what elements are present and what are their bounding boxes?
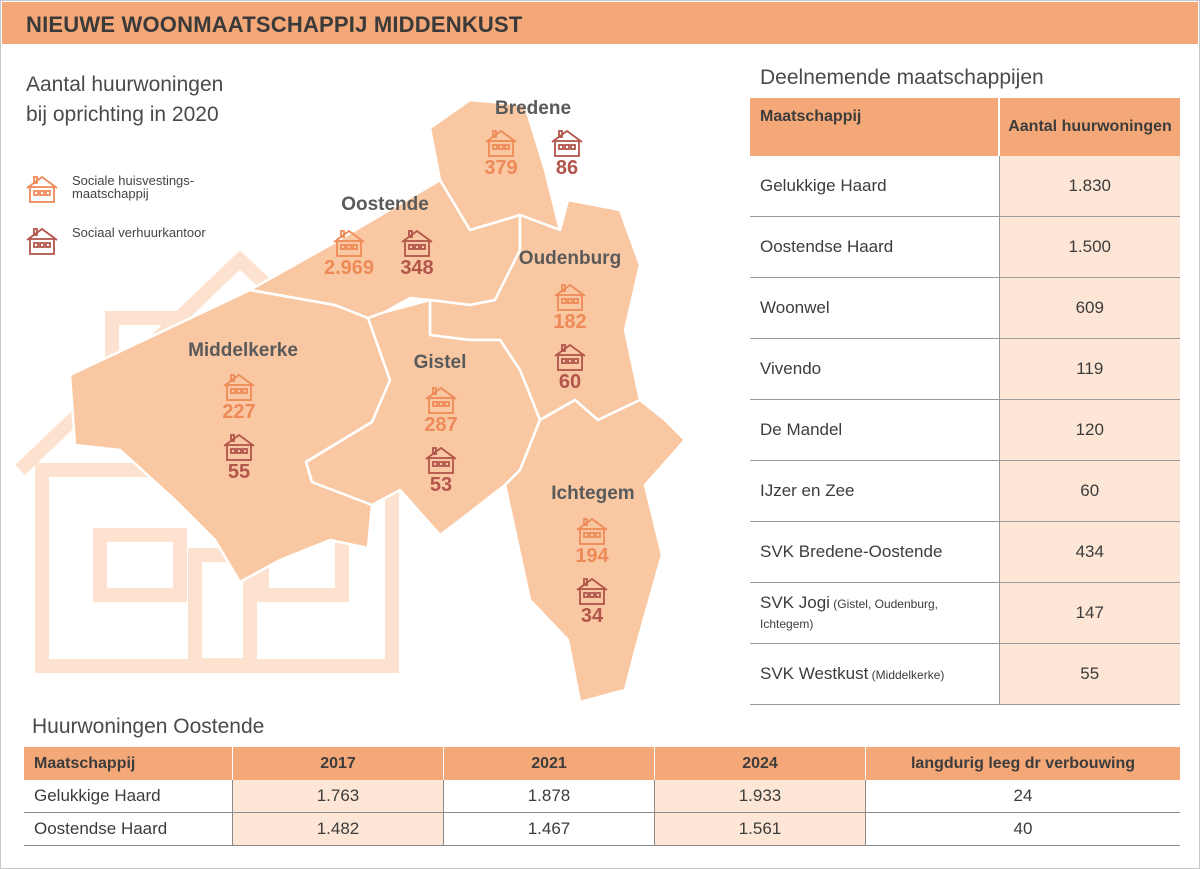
company-note: (Gistel, Oudenburg, Ichtegem) bbox=[760, 597, 938, 631]
bredene-svk-count: 86 bbox=[555, 157, 579, 179]
municipality-label: Oudenburg bbox=[518, 248, 622, 269]
municipality-label: Bredene bbox=[494, 98, 572, 119]
oostende-2021: 1.878 bbox=[444, 780, 655, 813]
participants-header-count: Aantal huurwoningen bbox=[999, 98, 1180, 156]
participants-company bbox=[750, 156, 999, 217]
municipality-name-bredene bbox=[453, 98, 613, 120]
oostende-row bbox=[24, 813, 1180, 846]
header-bar bbox=[2, 2, 1198, 44]
map-subtitle bbox=[26, 70, 326, 130]
house-icon bbox=[221, 432, 257, 462]
house-icon bbox=[331, 228, 367, 258]
house-icon bbox=[24, 174, 60, 204]
municipality-name-gistel bbox=[360, 352, 520, 374]
house-icon bbox=[552, 282, 588, 312]
oostende-2017: 1.482 bbox=[233, 813, 444, 846]
ichtegem-social-count: 194 bbox=[575, 545, 609, 567]
participants-row bbox=[750, 278, 1180, 339]
gistel-svk-count: 53 bbox=[429, 474, 453, 496]
participants-row bbox=[750, 583, 1180, 644]
participants-company bbox=[750, 278, 999, 339]
participants-row bbox=[750, 522, 1180, 583]
oostende-company: Oostendse Haard bbox=[24, 813, 233, 846]
oostende-2017: 1.763 bbox=[233, 780, 444, 813]
oostende-2024: 1.561 bbox=[655, 813, 866, 846]
municipality-name-oostende bbox=[305, 194, 465, 216]
participants-row bbox=[750, 339, 1180, 400]
oostende-header-vacant: langdurig leeg dr verbouwing bbox=[866, 747, 1181, 780]
municipality-label: Oostende bbox=[341, 194, 429, 215]
house-icon bbox=[423, 385, 459, 415]
oostende-table bbox=[24, 747, 1180, 846]
participants-company bbox=[750, 583, 999, 644]
oostende-header-2021: 2021 bbox=[444, 747, 655, 780]
page-title: NIEUWE WOONMAATSCHAPPIJ MIDDENKUST bbox=[26, 12, 523, 37]
gistel-social-count: 287 bbox=[424, 414, 458, 436]
participants-count: 434 bbox=[999, 522, 1180, 583]
participants-header-company: Maatschappij bbox=[750, 98, 999, 156]
oostende-title: Huurwoningen Oostende bbox=[32, 715, 265, 738]
house-icon bbox=[423, 445, 459, 475]
company-name: Vivendo bbox=[760, 359, 822, 378]
participants-count: 60 bbox=[999, 461, 1180, 522]
house-icon bbox=[574, 516, 610, 546]
oostende-row bbox=[24, 780, 1180, 813]
legend-label-social: Sociale huisvestings-maatschappij bbox=[72, 173, 195, 201]
participants-company bbox=[750, 461, 999, 522]
oostende-company: Gelukkige Haard bbox=[24, 780, 233, 813]
company-name: SVK Bredene-Oostende bbox=[760, 542, 943, 561]
oostende-2021: 1.467 bbox=[444, 813, 655, 846]
company-name: Oostendse Haard bbox=[760, 237, 894, 256]
house-icon bbox=[221, 372, 257, 402]
oostende-header-company: Maatschappij bbox=[24, 747, 233, 780]
oostende-header-2024: 2024 bbox=[655, 747, 866, 780]
municipality-name-oudenburg bbox=[490, 248, 650, 270]
house-icon bbox=[574, 576, 610, 606]
map-subtitle-line1: Aantal huurwoningen bbox=[26, 73, 224, 96]
municipality-name-ichtegem bbox=[513, 483, 673, 505]
legend-item-svk bbox=[24, 226, 242, 256]
participants-count: 119 bbox=[999, 339, 1180, 400]
house-icon bbox=[552, 342, 588, 372]
participants-title: Deelnemende maatschappijen bbox=[760, 66, 1044, 89]
company-name: SVK Westkust bbox=[760, 664, 869, 683]
participants-row bbox=[750, 461, 1180, 522]
municipality-label: Middelkerke bbox=[188, 340, 298, 361]
legend-label-svk: Sociaal verhuurkantoor bbox=[72, 225, 206, 240]
house-icon bbox=[483, 128, 519, 158]
participants-company bbox=[750, 217, 999, 278]
oostende-2024: 1.933 bbox=[655, 780, 866, 813]
company-name: De Mandel bbox=[760, 420, 843, 439]
participants-row bbox=[750, 400, 1180, 461]
oudenburg-svk-count: 60 bbox=[558, 371, 582, 393]
oostende-social-count: 2.969 bbox=[323, 257, 375, 279]
participants-header-row bbox=[750, 98, 1180, 156]
oostende-svk-count: 348 bbox=[400, 257, 434, 279]
house-icon bbox=[549, 128, 585, 158]
oostende-header-row bbox=[24, 747, 1180, 780]
legend-item-social bbox=[24, 174, 242, 204]
oostende-vacant: 24 bbox=[866, 780, 1181, 813]
participants-count: 609 bbox=[999, 278, 1180, 339]
participants-count: 1.830 bbox=[999, 156, 1180, 217]
participants-count: 1.500 bbox=[999, 217, 1180, 278]
middelkerke-social-count: 227 bbox=[222, 401, 256, 423]
participants-company bbox=[750, 644, 999, 705]
participants-company bbox=[750, 522, 999, 583]
ichtegem-svk-count: 34 bbox=[580, 605, 604, 627]
municipality-label: Gistel bbox=[413, 352, 467, 373]
participants-company bbox=[750, 339, 999, 400]
map-subtitle-line2: bij oprichting in 2020 bbox=[26, 103, 219, 126]
company-name: IJzer en Zee bbox=[760, 481, 855, 500]
participants-row bbox=[750, 217, 1180, 278]
company-name: Gelukkige Haard bbox=[760, 176, 887, 195]
participants-row bbox=[750, 644, 1180, 705]
municipality-label: Ichtegem bbox=[551, 483, 635, 504]
oudenburg-social-count: 182 bbox=[553, 311, 587, 333]
company-note: (Middelkerke) bbox=[868, 668, 945, 682]
bredene-social-count: 379 bbox=[484, 157, 518, 179]
oostende-vacant: 40 bbox=[866, 813, 1181, 846]
middelkerke-svk-count: 55 bbox=[227, 461, 251, 483]
house-icon bbox=[24, 226, 60, 256]
company-name: Woonwel bbox=[760, 298, 830, 317]
oostende-header-2017: 2017 bbox=[233, 747, 444, 780]
municipality-name-middelkerke bbox=[163, 340, 323, 362]
company-name: SVK Jogi bbox=[760, 593, 830, 612]
participants-count: 147 bbox=[999, 583, 1180, 644]
participants-count: 120 bbox=[999, 400, 1180, 461]
participants-row bbox=[750, 156, 1180, 217]
participants-table bbox=[750, 98, 1180, 705]
participants-company bbox=[750, 400, 999, 461]
house-icon bbox=[399, 228, 435, 258]
participants-count: 55 bbox=[999, 644, 1180, 705]
